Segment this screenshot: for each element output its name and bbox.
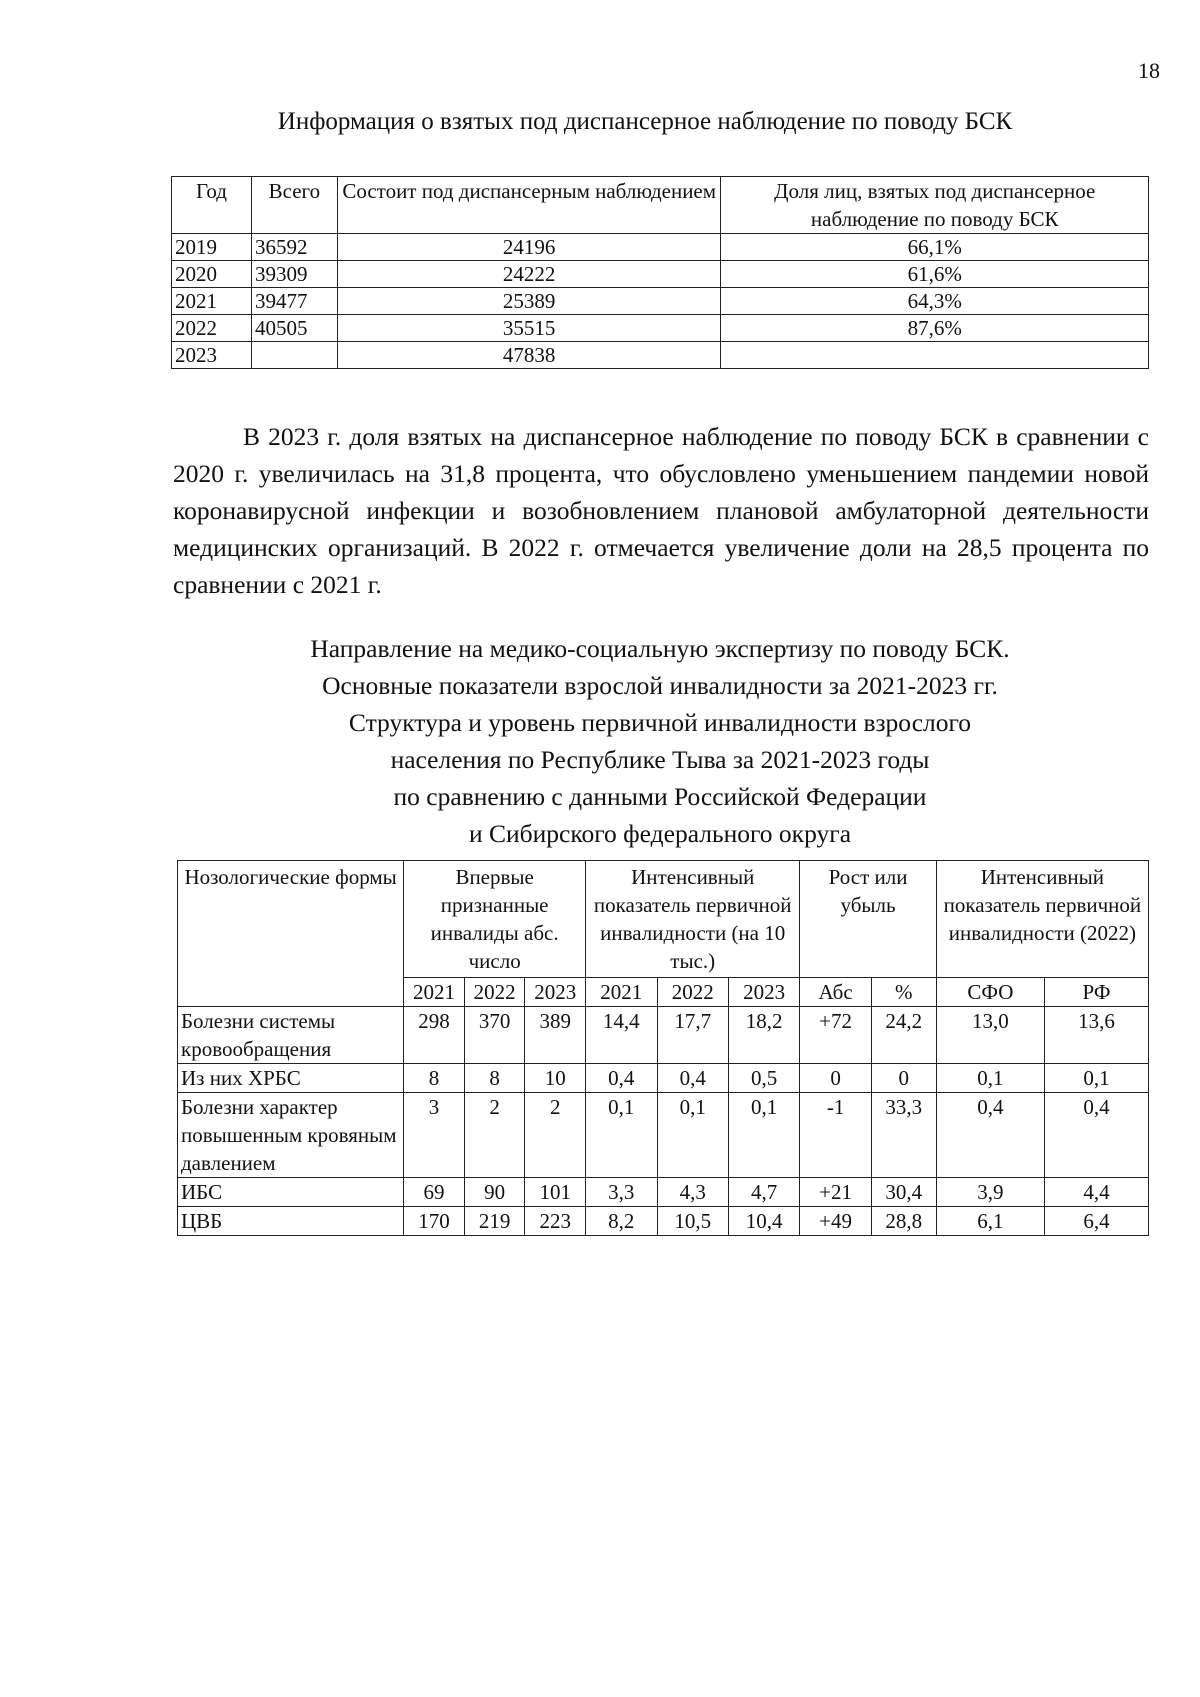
- cell: 0,1: [657, 1093, 728, 1178]
- cell-observed: 47838: [337, 342, 721, 369]
- cell-share: [721, 342, 1149, 369]
- cell: 10: [525, 1064, 586, 1093]
- cell: +49: [800, 1207, 871, 1236]
- cell: 10,5: [657, 1207, 728, 1236]
- subheader: %: [871, 978, 936, 1007]
- cell: 0: [800, 1064, 871, 1093]
- header-year: Год: [172, 177, 252, 234]
- cell-observed: 25389: [337, 288, 721, 315]
- cell-total: 36592: [251, 234, 337, 261]
- subheader: РФ: [1044, 978, 1148, 1007]
- cell-total: 39309: [251, 261, 337, 288]
- cell: 219: [464, 1207, 525, 1236]
- cell: 0,4: [936, 1093, 1044, 1178]
- title-line: Направление на медико-социальную экспертизу по поводу БСК.: [310, 634, 1010, 663]
- title-line: по сравнению с данными Российской Федерации: [393, 782, 927, 811]
- row-name: ИБС: [178, 1178, 404, 1207]
- cell: 6,4: [1044, 1207, 1148, 1236]
- cell-total: [251, 342, 337, 369]
- row-name: Из них ХРБС: [178, 1064, 404, 1093]
- table-row: [172, 288, 1149, 315]
- subheader: 2021: [586, 978, 657, 1007]
- title-line: населения по Республике Тыва за 2021-2023 годы: [390, 745, 930, 774]
- header-share: Доля лиц, взятых под диспансерное наблюдение по поводу БСК: [721, 177, 1149, 234]
- page-number: 18: [1138, 58, 1160, 83]
- cell: 223: [525, 1207, 586, 1236]
- cell-year: 2022: [172, 315, 252, 342]
- cell: 0,1: [728, 1093, 799, 1178]
- cell-observed: 35515: [337, 315, 721, 342]
- cell-total: 39477: [251, 288, 337, 315]
- table-row: [178, 1064, 1149, 1093]
- cell: 3: [404, 1093, 465, 1178]
- subheader: Абс: [800, 978, 871, 1007]
- cell: 10,4: [728, 1207, 799, 1236]
- cell: 0,1: [936, 1064, 1044, 1093]
- cell: 8: [404, 1064, 465, 1093]
- cell: 2: [464, 1093, 525, 1178]
- cell: 298: [404, 1007, 465, 1064]
- cell-observed: 24196: [337, 234, 721, 261]
- table-row: [178, 1178, 1149, 1207]
- subheader: СФО: [936, 978, 1044, 1007]
- dispensary-table: [171, 176, 1149, 369]
- table-row: [178, 1007, 1149, 1064]
- cell: +21: [800, 1178, 871, 1207]
- cell-year: 2023: [172, 342, 252, 369]
- cell: 4,7: [728, 1178, 799, 1207]
- cell: +72: [800, 1007, 871, 1064]
- cell: 389: [525, 1007, 586, 1064]
- cell: 4,3: [657, 1178, 728, 1207]
- cell: 101: [525, 1178, 586, 1207]
- table-row: [178, 1207, 1149, 1236]
- cell: 14,4: [586, 1007, 657, 1064]
- cell: 8: [464, 1064, 525, 1093]
- disability-table: [177, 860, 1149, 1236]
- cell-share: 61,6%: [721, 261, 1149, 288]
- table2-title: [200, 630, 1120, 852]
- cell: 13,0: [936, 1007, 1044, 1064]
- cell: 90: [464, 1178, 525, 1207]
- cell: 2: [525, 1093, 586, 1178]
- row-name: Болезни характер повышенным кровяным давлением: [178, 1093, 404, 1178]
- cell: 30,4: [871, 1178, 936, 1207]
- table-row: [172, 261, 1149, 288]
- cell: 69: [404, 1178, 465, 1207]
- cell: 0,1: [586, 1093, 657, 1178]
- cell: 8,2: [586, 1207, 657, 1236]
- cell: -1: [800, 1093, 871, 1178]
- table-row: [172, 234, 1149, 261]
- cell: 4,4: [1044, 1178, 1148, 1207]
- table-row: [172, 342, 1149, 369]
- cell: 0,4: [586, 1064, 657, 1093]
- subheader: 2022: [657, 978, 728, 1007]
- subheader: 2023: [728, 978, 799, 1007]
- title-line: и Сибирского федерального округа: [468, 819, 852, 848]
- title-line: Основные показатели взрослой инвалидности за 2021-2023 гг.: [322, 671, 998, 700]
- body-paragraph: [173, 418, 1149, 603]
- cell: 0,1: [1044, 1064, 1148, 1093]
- cell: 0: [871, 1064, 936, 1093]
- cell-share: 64,3%: [721, 288, 1149, 315]
- cell: 3,9: [936, 1178, 1044, 1207]
- cell-year: 2020: [172, 261, 252, 288]
- cell-share: 66,1%: [721, 234, 1149, 261]
- subheader: 2022: [464, 978, 525, 1007]
- header-intensive: Интенсивный показатель первичной инвалидности (на 10 тыс.): [586, 861, 800, 978]
- row-name: Болезни системы кровообращения: [178, 1007, 404, 1064]
- table1-title: Информация о взятых под диспансерное наблюдение по поводу БСК: [277, 108, 1013, 135]
- cell-observed: 24222: [337, 261, 721, 288]
- cell: 3,3: [586, 1178, 657, 1207]
- cell: 18,2: [728, 1007, 799, 1064]
- cell: 370: [464, 1007, 525, 1064]
- subheader: 2023: [525, 978, 586, 1007]
- cell: 13,6: [1044, 1007, 1148, 1064]
- cell: 28,8: [871, 1207, 936, 1236]
- cell: 6,1: [936, 1207, 1044, 1236]
- row-name: ЦВБ: [178, 1207, 404, 1236]
- header-intensive-2022: Интенсивный показатель первичной инвалидности (2022): [936, 861, 1148, 978]
- cell: 170: [404, 1207, 465, 1236]
- cell: 33,3: [871, 1093, 936, 1178]
- header-growth: Рост или убыль: [800, 861, 936, 978]
- cell: 0,5: [728, 1064, 799, 1093]
- cell-year: 2019: [172, 234, 252, 261]
- cell-year: 2021: [172, 288, 252, 315]
- table-header-row: [178, 861, 1149, 978]
- paragraph-text: В 2023 г. доля взятых на диспансерное наблюдение по поводу БСК в сравнении с 2020 г. увеличилась на 31,8 процента, что обусловлено уменьшением пандемии новой коронавирусной инфекции и возобновлением плановой амбулаторной деятельности медицинских организаций. В 2022 г. отмечается увеличение доли на 28,5 процента по сравнении с 2021 г.: [173, 422, 1149, 599]
- header-observed: Состоит под диспансерным наблюдением: [337, 177, 721, 234]
- table-header-row: [172, 177, 1149, 234]
- cell: 17,7: [657, 1007, 728, 1064]
- title-line: Структура и уровень первичной инвалидности взрослого: [348, 708, 972, 737]
- header-first-disabled: Впервые признанные инвалиды абс. число: [404, 861, 586, 978]
- cell: 0,4: [1044, 1093, 1148, 1178]
- cell: 0,4: [657, 1064, 728, 1093]
- table-row: [172, 315, 1149, 342]
- table-row: [178, 1093, 1149, 1178]
- cell-share: 87,6%: [721, 315, 1149, 342]
- header-forms: Нозологические формы: [178, 861, 404, 1007]
- subheader: 2021: [404, 978, 465, 1007]
- cell: 24,2: [871, 1007, 936, 1064]
- cell-total: 40505: [251, 315, 337, 342]
- header-total: Всего: [251, 177, 337, 234]
